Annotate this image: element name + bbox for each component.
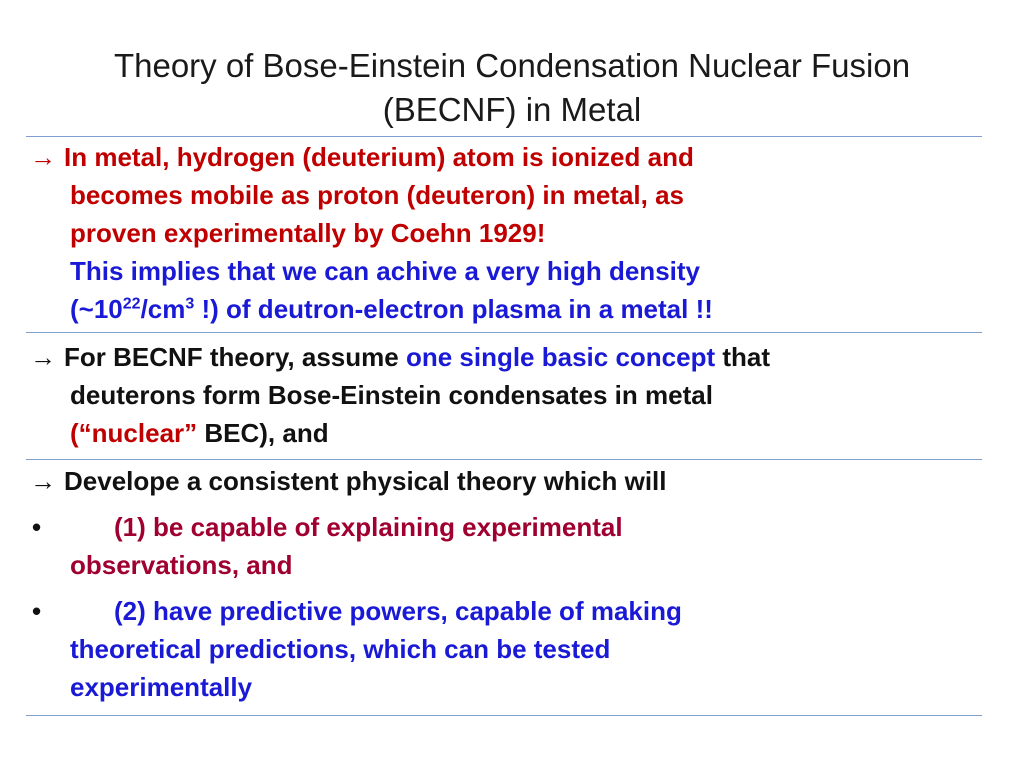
title-line-2: (BECNF) in Metal [382,91,642,128]
section1-line-4: This implies that we can achive a very high density [70,256,700,286]
goal-2-line-2: theoretical predictions, which can be tested [70,634,611,664]
section-ionization [30,138,980,328]
divider-top [26,136,982,137]
section3-line-1: Develope a consistent physical theory which will [64,466,667,496]
section1-line-3: proven experimentally by Coehn 1929! [70,218,546,248]
bullet-dot-icon: • [32,596,42,626]
divider-bottom [26,715,982,716]
divider-2 [26,332,982,333]
section1-line-1: In metal, hydrogen (deuterium) atom is ionized and [64,142,694,172]
section-theory-goals [30,462,980,706]
density-exponent: 22 [122,295,141,313]
section2-line-1c: that [715,342,771,372]
bullet-dot-icon: • [32,512,42,542]
goal-1-line-2: observations, and [70,550,293,580]
goal-item-2 [30,592,980,630]
section-becnf-concept [30,338,980,452]
title-line-1: Theory of Bose-Einstein Condensation Nuclear Fusion [113,47,911,84]
section2-line-2: deuterons form Bose-Einstein condensates in metal [70,380,713,410]
density-text-a: (~10 [70,294,123,324]
right-arrow-icon: → [30,466,56,496]
right-arrow-icon: → [30,342,56,372]
goal-1-line-1: (1) be capable of explaining experimental [114,512,623,542]
density-text-c: !) of deutron-electron plasma in a metal !! [194,294,713,324]
section2-line-3b: BEC), and [197,418,329,448]
section2-line-3 [30,414,980,452]
slide-title [40,44,984,132]
section2-line-1a: For BECNF theory, assume [64,342,406,372]
nuclear-highlight: (“nuclear” [70,418,198,448]
goal-item-1 [30,508,980,546]
basic-concept-highlight: one single basic concept [405,342,716,372]
density-unit: /cm [140,294,186,324]
unit-exponent: 3 [185,295,195,313]
section1-line-5 [30,290,980,328]
right-arrow-icon: → [30,142,56,172]
goal-2-line-3: experimentally [70,672,253,702]
goal-2-line-1: (2) have predictive powers, capable of making [114,596,682,626]
divider-3 [26,459,982,460]
section1-line-2: becomes mobile as proton (deuteron) in metal, as [70,180,685,210]
